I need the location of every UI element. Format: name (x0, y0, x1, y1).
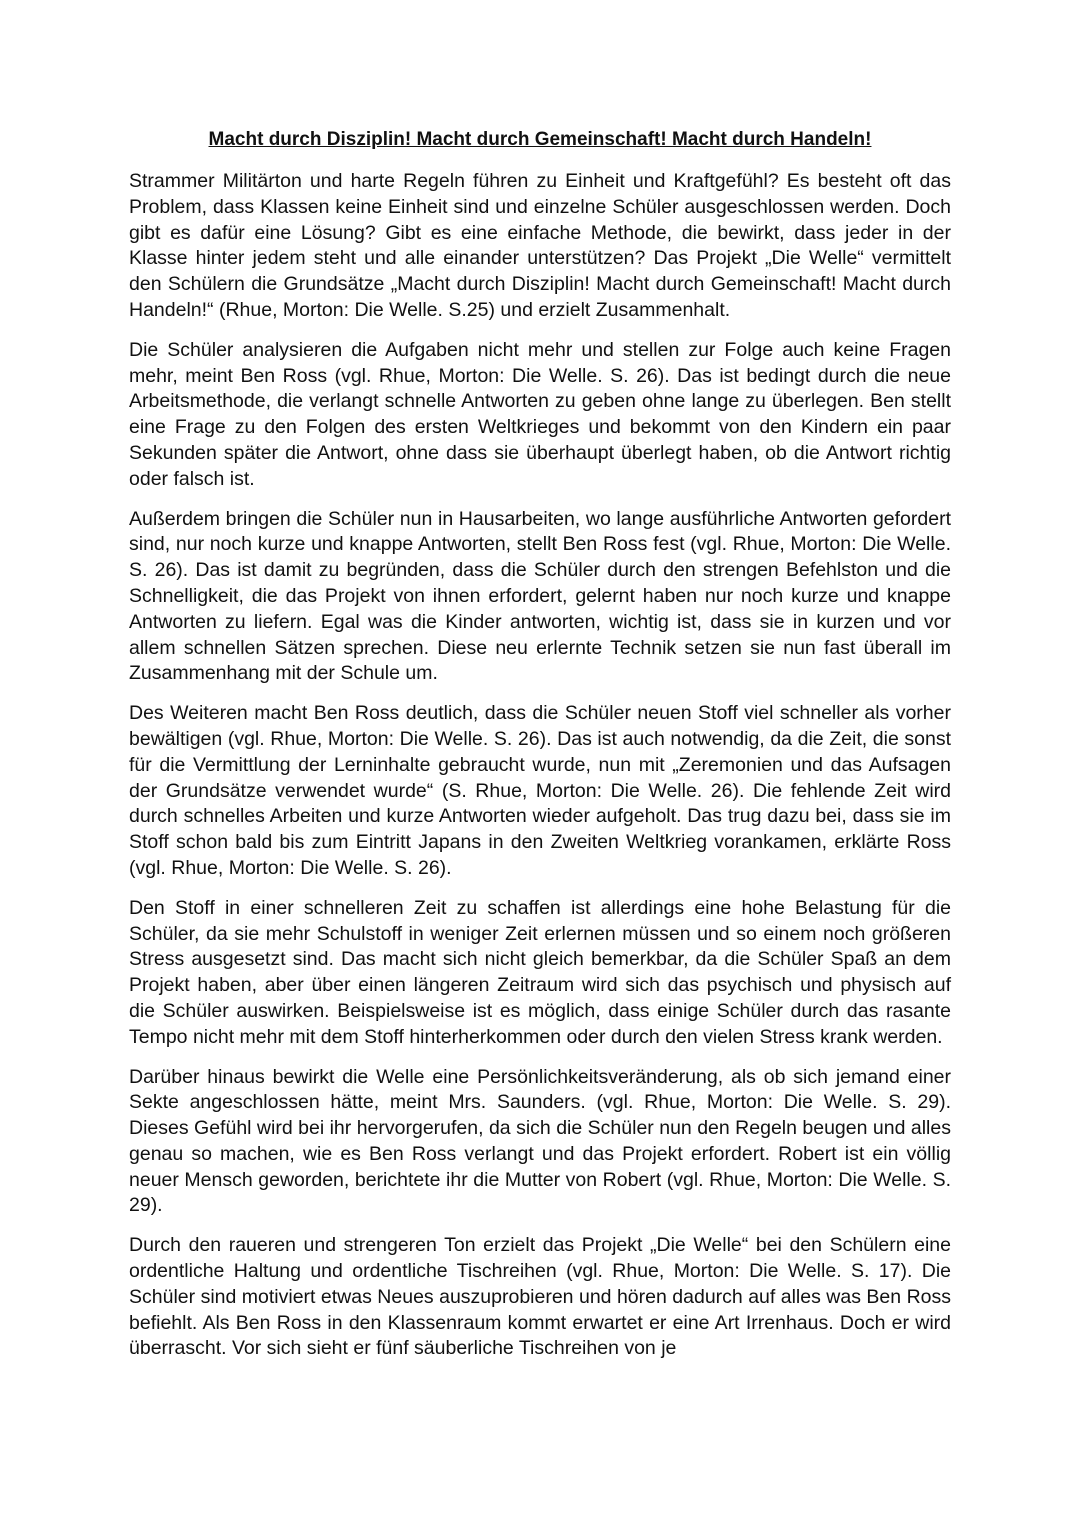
paragraph-6: Darüber hinaus bewirkt die Welle eine Persönlichkeitsveränderung, als ob sich jemand einer Sekte angeschlossen hätte, meint Mrs. Saunders. (vgl. Rhue, Morton: Die Welle. S. 29). Dieses Gefühl wird bei ihr hervorgerufen, da sich die Schüler nun den Regeln beugen und alles genau so machen, wie es Ben Ross verlangt und das Projekt erfordert. Robert ist ein völlig neuer Mensch geworden, berichtete ihr die Mutter von Robert (vgl. Rhue, Morton: Die Welle. S. 29). (129, 1065, 951, 1217)
paragraph-1: Strammer Militärton und harte Regeln führen zu Einheit und Kraftgefühl? Es besteht oft das Problem, dass Klassen keine Einheit sind und einzelne Schüler ausgeschlossen werden. Doch gibt es dafür eine Lösung? Gibt es eine einfache Methode, die bewirkt, dass jeder in der Klasse hinter jedem steht und alle einander unterstützen? Das Projekt „Die Welle“ vermittelt den Schülern die Grundsätze „Macht durch Disziplin! Macht durch Gemeinschaft! Macht durch Handeln!“ (Rhue, Morton: Die Welle. S.25) und erzielt Zusammenhalt. (129, 170, 951, 321)
paragraph-2: Die Schüler analysieren die Aufgaben nicht mehr und stellen zur Folge auch keine Fragen mehr, meint Ben Ross (vgl. Rhue, Morton: Die Welle. S. 26). Das ist bedingt durch die neue Arbeitsmethode, die verlangt schnelle Antworten zu geben ohne lange zu überlegen. Ben stellt eine Frage zu den Folgen des ersten Weltkrieges und bekommt von den Kindern ein paar Sekunden später die Antwort, ohne dass sie überhaupt überlegt haben, ob die Antwort richtig oder falsch ist. (129, 338, 951, 490)
paragraph-3: Außerdem bringen die Schüler nun in Hausarbeiten, wo lange ausführliche Antworten gefordert sind, nur noch kurze und knappe Antworten, stellt Ben Ross fest (vgl. Rhue, Morton: Die Welle. S. 26). Das ist damit zu begründen, dass die Schüler durch den strengen Befehlston und die Schnelligkeit, die das Projekt von ihnen erfordert, gelernt haben nur noch kurze und knappe Antworten zu liefern. Egal was die Kinder antworten, wichtig ist, dass sie in kurzen und vor allem schnellen Sätzen sprechen. Diese neu erlernte Technik setzen sie nun fast überall im Zusammenhang mit der Schule um. (129, 507, 951, 685)
document-title: Macht durch Disziplin! Macht durch Gemeinschaft! Macht durch Handeln! (208, 129, 872, 150)
document-page (129, 126, 951, 1376)
paragraph-4: Des Weiteren macht Ben Ross deutlich, dass die Schüler neuen Stoff viel schneller als vorher bewältigen (vgl. Rhue, Morton: Die Welle. S. 26). Das ist auch notwendig, da die Zeit, die sonst für die Vermittlung der Lerninhalte gebraucht wurde, nun mit „Zeremonien und das Aufsagen der Grundsätze verwendet wurde“ (S. Rhue, Morton: Die Welle. 26). Die fehlende Zeit wird durch schnelles Arbeiten und kurze Antworten wieder aufgeholt. Das trug dazu bei, dass sie im Stoff schon bald bis zum Eintritt Japans in den Zweiten Weltkrieg vorankamen, erklärte Ross (vgl. Rhue, Morton: Die Welle. S. 26). (129, 702, 951, 879)
paragraph-5: Den Stoff in einer schnelleren Zeit zu schaffen ist allerdings eine hohe Belastung für die Schüler, da sie mehr Schulstoff in weniger Zeit erlernen müssen und so einem noch größeren Stress ausgesetzt sind. Das macht sich nicht gleich bemerkbar, da die Schüler Spaß an dem Projekt haben, aber über einen längeren Zeitraum wird sich das psychisch und physisch auf die Schüler auswirken. Beispielsweise ist es möglich, dass einige Schüler durch das rasante Tempo nicht mehr mit dem Stoff hinterherkommen oder durch den vielen Stress krank werden. (129, 896, 951, 1048)
paragraph-7: Durch den raueren und strengeren Ton erzielt das Projekt „Die Welle“ bei den Schülern eine ordentliche Haltung und ordentliche Tischreihen (vgl. Rhue, Morton: Die Welle. S. 17). Die Schüler sind motiviert etwas Neues auszuprobieren und hören dadurch auf alles was Ben Ross befiehlt. Als Ben Ross in den Klassenraum kommt erwartet er eine Art Irrenhaus. Doch er wird überrascht. Vor sich sieht er fünf säuberliche Tischreihen von je (129, 1234, 951, 1360)
